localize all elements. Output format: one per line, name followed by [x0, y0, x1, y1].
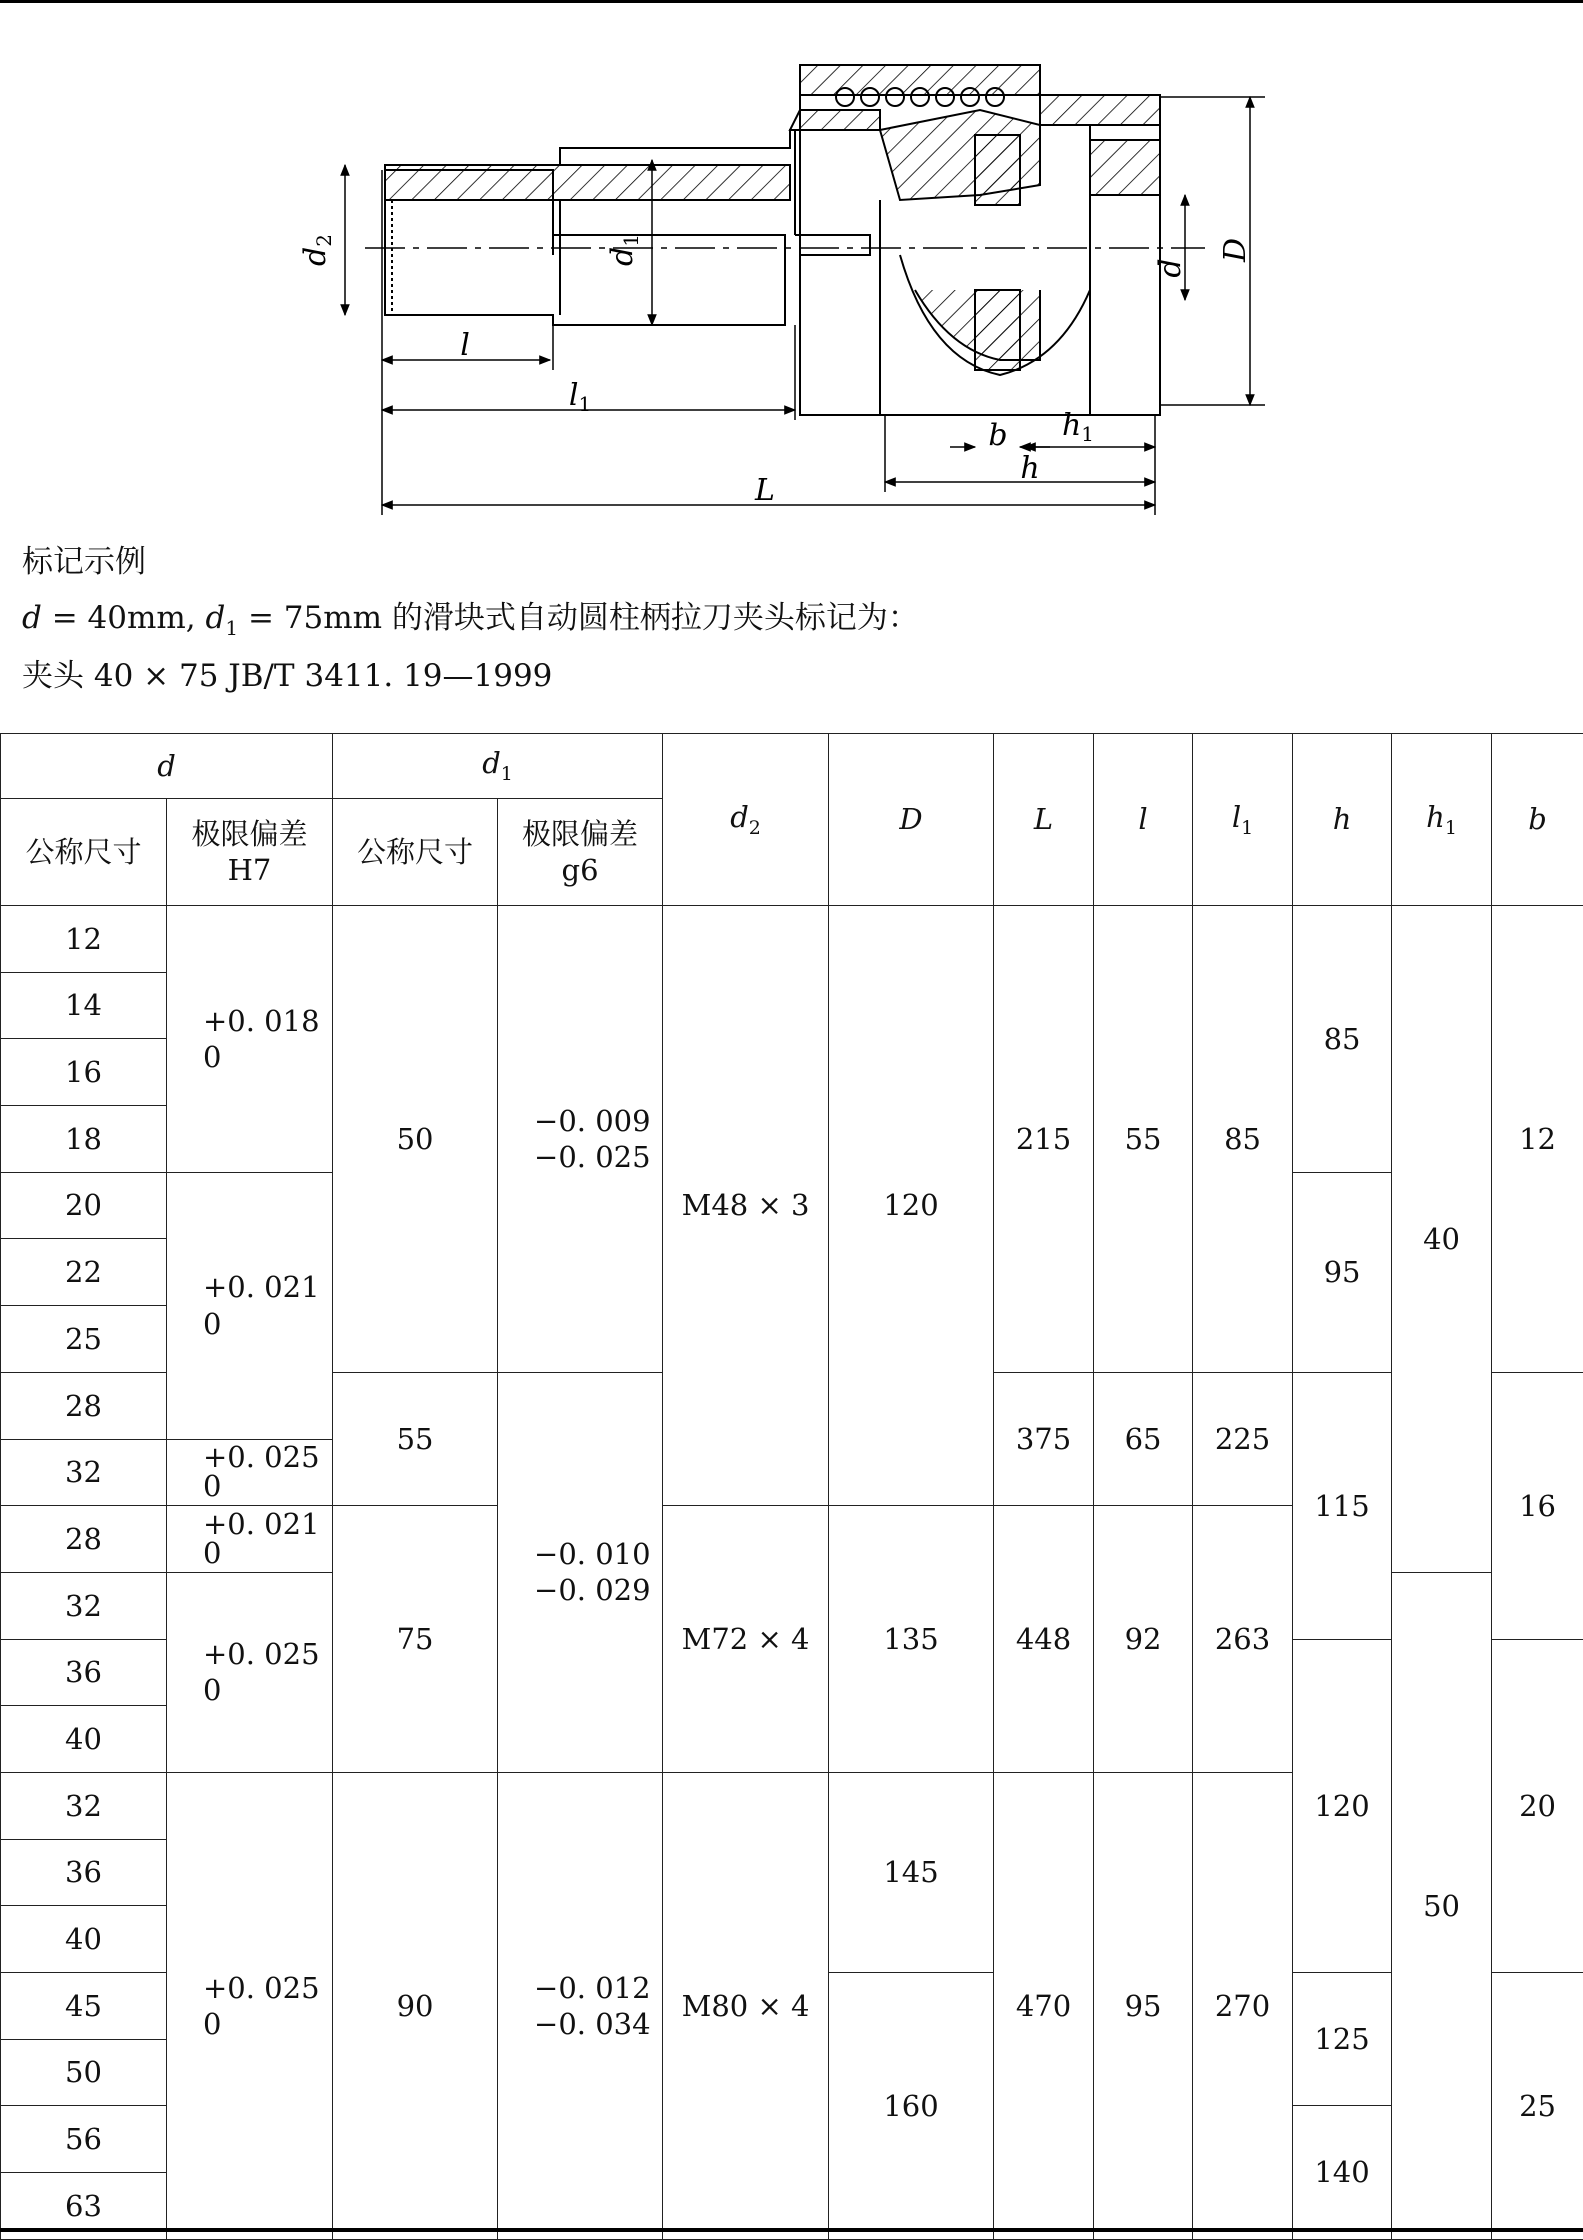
L-value: 215 — [994, 906, 1094, 1373]
g6-tolerance: −0. 010 −0. 029 — [498, 1372, 663, 1772]
d-value: 20 — [1, 1172, 167, 1239]
h-value: 115 — [1293, 1372, 1392, 1639]
sub-1: 1 — [225, 616, 239, 641]
value-d: = 40mm, — [41, 600, 206, 636]
D-value: 135 — [829, 1506, 994, 1773]
label-L: L — [755, 473, 775, 508]
d2-value: M48 × 3 — [663, 906, 829, 1506]
d-value: 56 — [1, 2106, 167, 2173]
header-d1-nominal: 公称尺寸 — [333, 799, 498, 906]
d-value: 22 — [1, 1239, 167, 1306]
header-D: D — [829, 734, 994, 906]
var-d: d — [22, 600, 42, 636]
d1-value: 90 — [333, 1772, 498, 2239]
L-value: 470 — [994, 1772, 1094, 2239]
l1-value: 85 — [1193, 906, 1293, 1373]
d-value: 36 — [1, 1839, 167, 1906]
d-value: 40 — [1, 1706, 167, 1773]
b-value: 12 — [1492, 906, 1583, 1373]
g6-tolerance: −0. 009 −0. 025 — [498, 906, 663, 1373]
d2-value: M80 × 4 — [663, 1772, 829, 2239]
b-value: 16 — [1492, 1372, 1583, 1639]
d-value: 32 — [1, 1439, 167, 1506]
chuck-drawing — [0, 0, 1583, 540]
h-value: 120 — [1293, 1639, 1392, 1972]
d-value: 25 — [1, 1306, 167, 1373]
header-d-nominal: 公称尺寸 — [1, 799, 167, 906]
l-value: 55 — [1094, 906, 1193, 1373]
h-value: 125 — [1293, 1973, 1392, 2106]
D-value: 145 — [829, 1772, 994, 1972]
d-value: 14 — [1, 972, 167, 1039]
D-value: 120 — [829, 906, 994, 1506]
marking-line: 夹头 40 × 75 JB/T 3411. 19—1999 — [22, 658, 553, 694]
var-d1: d — [205, 600, 226, 636]
d-value: 18 — [1, 1106, 167, 1173]
d-value: 28 — [1, 1372, 167, 1439]
l1-value: 270 — [1193, 1772, 1293, 2239]
l1-value: 263 — [1193, 1506, 1293, 1773]
header-l: l — [1094, 734, 1193, 906]
header-h1: $h_1$ — [1392, 734, 1492, 906]
d1-value: 55 — [333, 1372, 498, 1505]
header-d-tolerance: 极限偏差 H7 — [167, 799, 333, 906]
d-value: 32 — [1, 1772, 167, 1839]
h-value: 95 — [1293, 1172, 1392, 1372]
b-value: 25 — [1492, 1973, 1583, 2240]
d-value: 32 — [1, 1572, 167, 1639]
L-value: 448 — [994, 1506, 1094, 1773]
d2-value: M72 × 4 — [663, 1506, 829, 1773]
label-b: b — [988, 418, 1008, 453]
example-title: 标记示例 — [22, 544, 146, 580]
example-text: = 75mm 的滑块式自动圆柱柄拉刀夹头标记为： — [238, 600, 919, 636]
D-value: 160 — [829, 1973, 994, 2240]
header-L: L — [994, 734, 1094, 906]
h7-tolerance: +0. 025 0 — [167, 1439, 333, 1506]
d-value: 36 — [1, 1639, 167, 1706]
bottom-rule — [0, 2228, 1583, 2232]
d-value: 12 — [1, 906, 167, 973]
d-value: 63 — [1, 2173, 167, 2240]
shank-outline — [385, 65, 1160, 415]
d-value: 40 — [1, 1906, 167, 1973]
h7-tolerance: +0. 021 0 — [167, 1506, 333, 1573]
h7-tolerance: +0. 021 0 — [167, 1172, 333, 1439]
label-d1: $d_1$ — [605, 234, 643, 266]
L-value: 375 — [994, 1372, 1094, 1505]
header-d1: $d_1$ — [333, 734, 663, 799]
label-h: h — [1020, 451, 1040, 486]
header-d1-tolerance: 极限偏差 g6 — [498, 799, 663, 906]
h1-value: 40 — [1392, 906, 1492, 1573]
l-value: 92 — [1094, 1506, 1193, 1773]
h7-tolerance: +0. 018 0 — [167, 906, 333, 1173]
l-value: 95 — [1094, 1772, 1193, 2239]
label-D: D — [1218, 237, 1253, 263]
header-d2: $d_2$ — [663, 734, 829, 906]
label-d: d — [1153, 258, 1188, 278]
header-d: d — [1, 734, 333, 799]
d-value: 28 — [1, 1506, 167, 1573]
h-value: 85 — [1293, 906, 1392, 1173]
b-value: 20 — [1492, 1639, 1583, 1972]
label-l1: $l_1$ — [568, 378, 592, 416]
spec-table — [0, 733, 1583, 2240]
label-l: l — [460, 328, 470, 363]
h1-value: 50 — [1392, 1572, 1492, 2239]
d1-value: 75 — [333, 1506, 498, 1773]
g6-tolerance: −0. 012 −0. 034 — [498, 1772, 663, 2239]
label-h1: $h_1$ — [1061, 408, 1095, 446]
header-l1: $l_1$ — [1193, 734, 1293, 906]
h7-tolerance: +0. 025 0 — [167, 1572, 333, 1772]
l-value: 65 — [1094, 1372, 1193, 1505]
d-value: 50 — [1, 2039, 167, 2106]
d-value: 16 — [1, 1039, 167, 1106]
label-d2: $d_2$ — [298, 234, 336, 266]
d-value: 45 — [1, 1973, 167, 2040]
h-value: 140 — [1293, 2106, 1392, 2239]
header-b: b — [1492, 734, 1583, 906]
h7-tolerance: +0. 025 0 — [167, 1772, 333, 2239]
example-line — [22, 592, 919, 640]
l1-value: 225 — [1193, 1372, 1293, 1505]
d1-value: 50 — [333, 906, 498, 1373]
header-h: h — [1293, 734, 1392, 906]
